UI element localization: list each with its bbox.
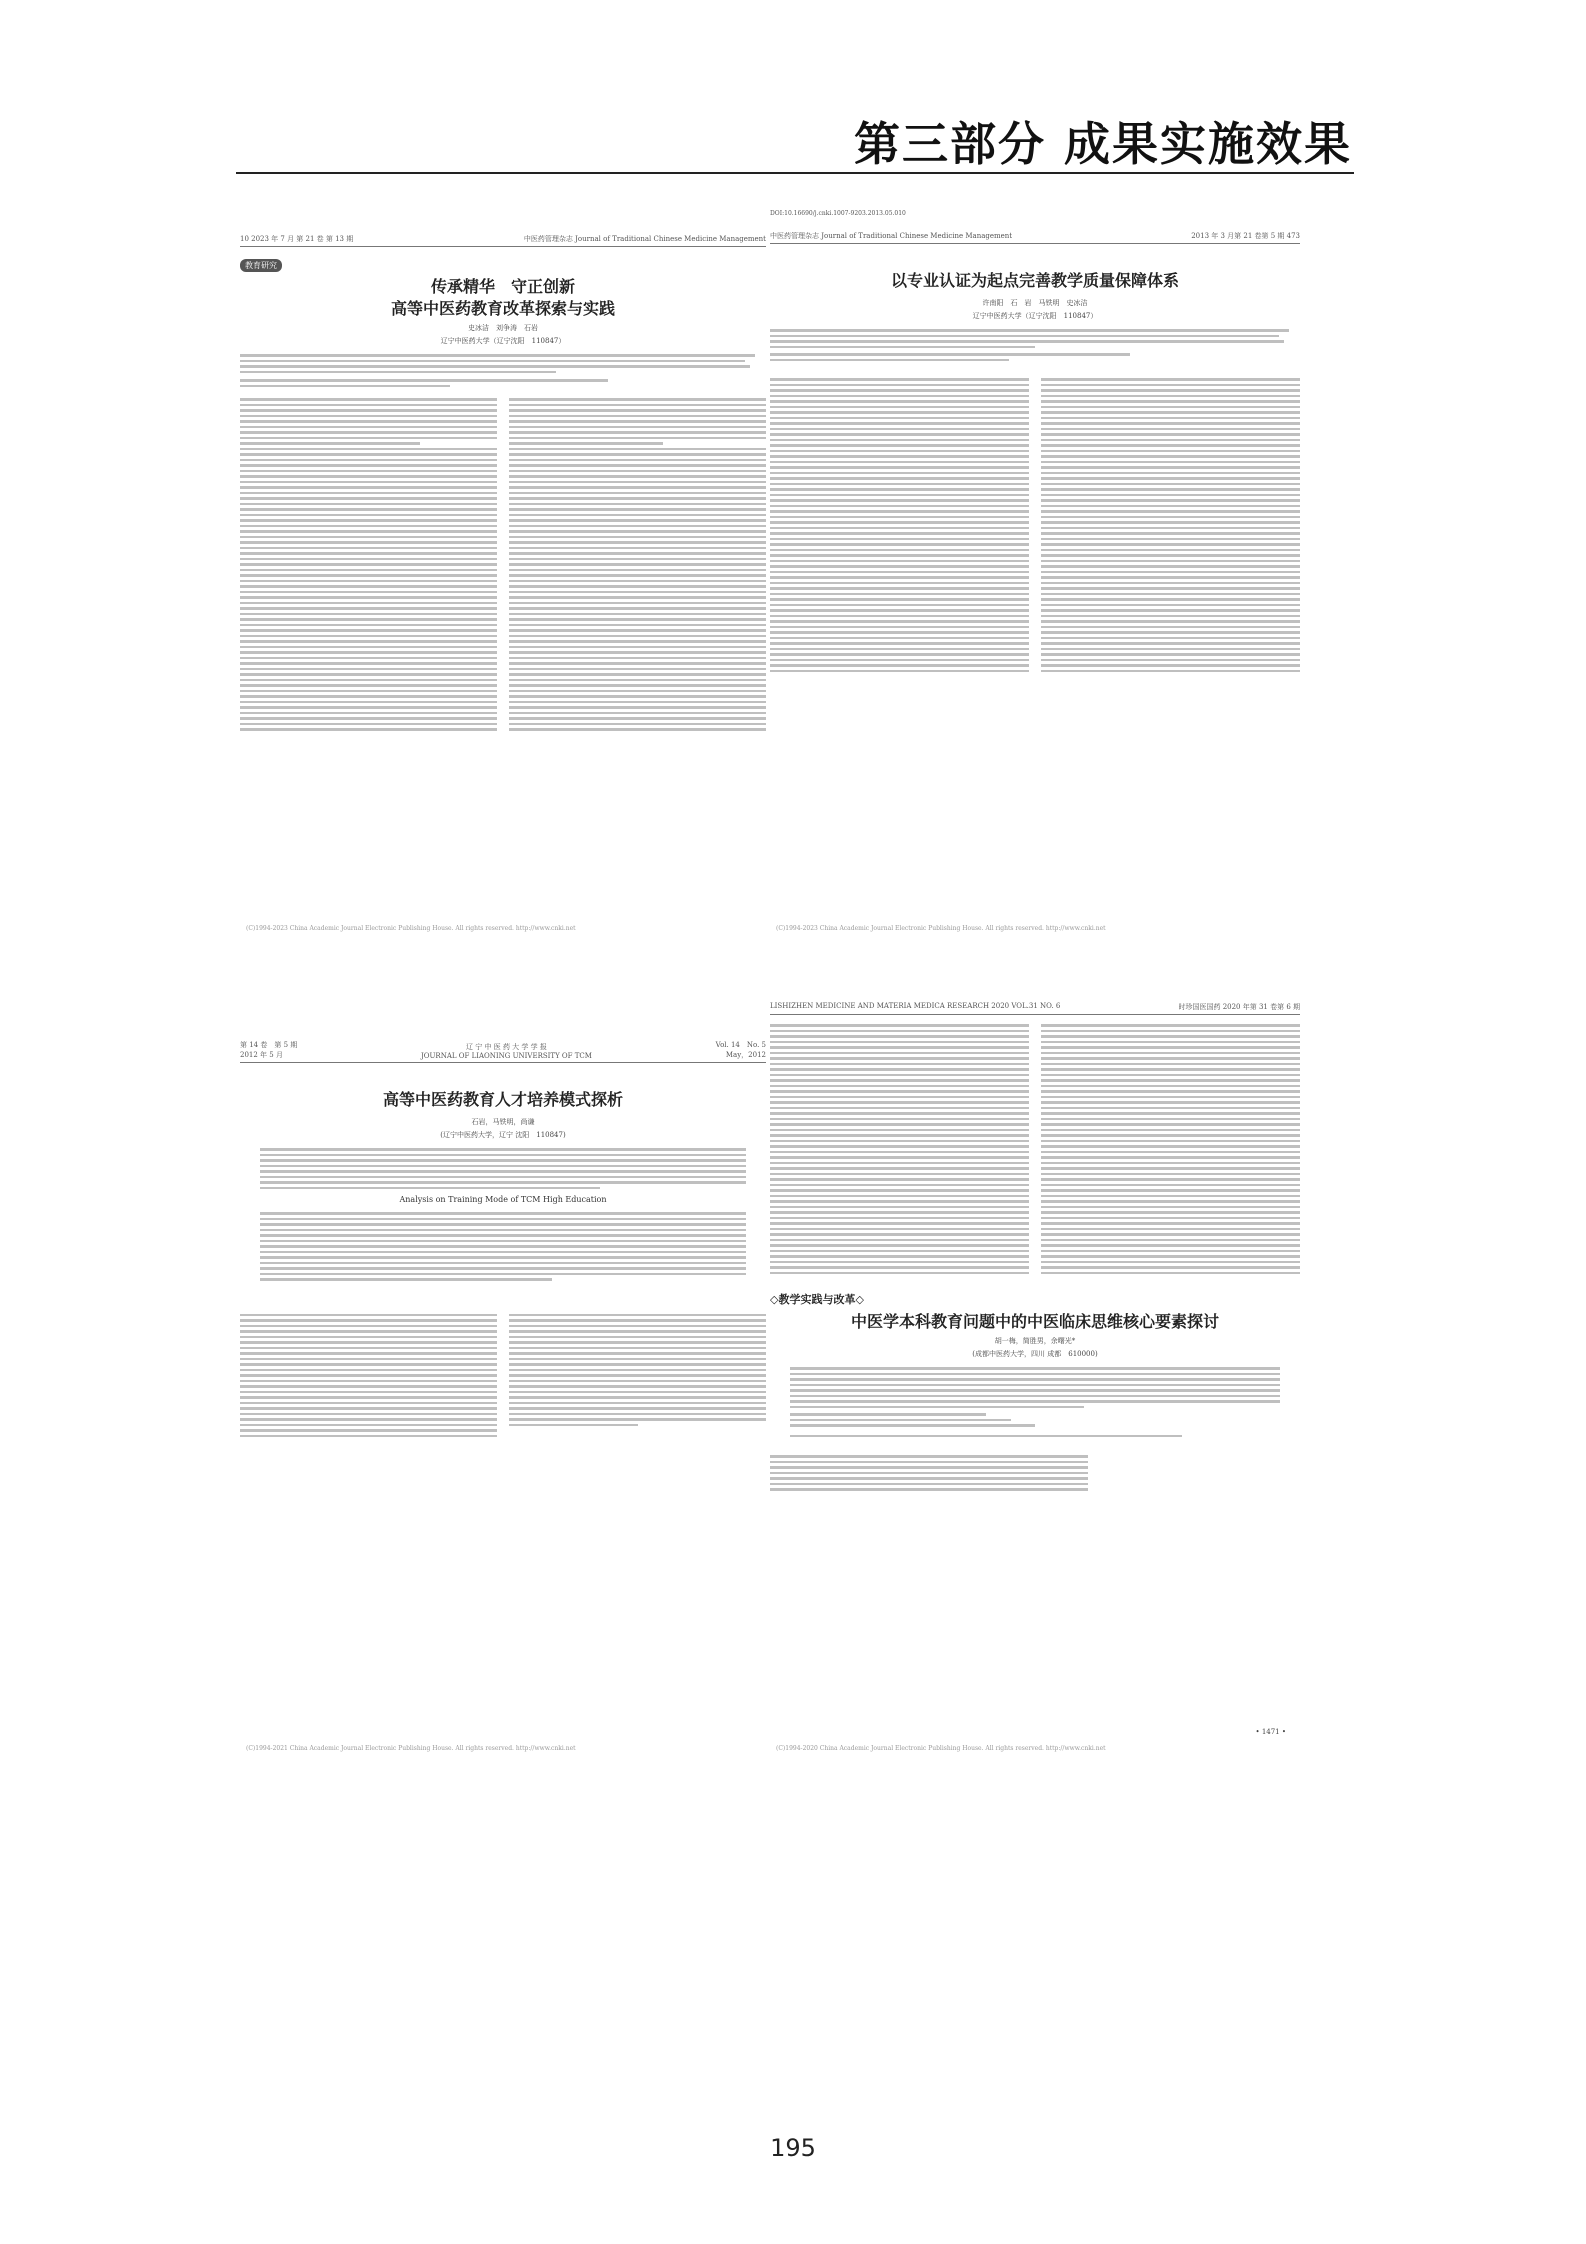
running-header-center: 辽 宁 中 医 药 大 学 学 报 JOURNAL OF LIAONING UNIVERSITY OF TCM (420, 1043, 592, 1060)
paper-abstract-block (770, 1367, 1300, 1427)
running-header (240, 234, 766, 247)
paper-authors: 胡一梅，简胜男，余曙光* (994, 1337, 1076, 1345)
paper-title-line1: 传承精华 守正创新 (430, 277, 575, 296)
journal-page-mark: • 1471 • (1255, 1728, 1286, 1736)
column-tag: 教育研究 (240, 259, 282, 272)
copyright-footer: (C)1994-2023 China Academic Journal Electronic Publishing House. All rights reserved. http://www.cnki.net (776, 925, 1106, 932)
running-header-left: 中医药管理杂志 Journal of Traditional Chinese Medicine Management (770, 232, 1013, 240)
column-tag: ◇教学实践与改革◇ (770, 1293, 864, 1306)
paper-thumbnail-1 (240, 230, 766, 940)
paper-authors: 石岩，马铁明，尚谦 (471, 1118, 535, 1126)
page-number: 195 (770, 2134, 816, 2162)
running-header-left: LISHIZHEN MEDICINE AND MATERIA MEDICA RESEARCH 2020 VOL.31 NO. 6 (770, 1002, 1061, 1010)
paper-footnotes (770, 1455, 1088, 1491)
paper-body-text (770, 375, 1300, 675)
copyright-footer: (C)1994-2020 China Academic Journal Electronic Publishing House. All rights reserved. http://www.cnki.net (776, 1745, 1106, 1752)
running-header-right: 时珍国医国药 2020 年第 31 卷第 6 期 (1178, 1003, 1300, 1011)
running-header (770, 231, 1300, 244)
reference-list (770, 1021, 1300, 1277)
paper-title: 中医学本科教育问题中的中医临床思维核心要素探讨 (850, 1312, 1219, 1331)
running-header-right: Vol. 14 No. 5 May，2012 (715, 1041, 766, 1059)
running-header-left: 10 2023 年 7 月 第 21 卷 第 13 期 (240, 235, 354, 243)
paper-body-text (240, 395, 766, 734)
paper-abstract-block (770, 329, 1300, 361)
paper-authors: 史冰洁 刘争涛 石岩 (468, 324, 538, 332)
paper-doi: DOI:10.16690/j.cnki.1007-9203.2013.05.010 (770, 210, 906, 217)
paper-body-text (240, 1311, 766, 1441)
section-title: 第三部分 成果实施效果 (853, 117, 1352, 171)
paper-english-abstract (240, 1212, 766, 1281)
paper-affiliation: (成都中医药大学，四川 成都 610000) (972, 1350, 1098, 1358)
paper-authors: 许南阳 石 岩 马铁明 史冰洁 (982, 299, 1088, 307)
paper-title: 以专业认证为起点完善教学质量保障体系 (890, 271, 1179, 290)
copyright-footer: (C)1994-2021 China Academic Journal Electronic Publishing House. All rights reserved. http://www.cnki.net (246, 1745, 576, 1752)
copyright-footer: (C)1994-2023 China Academic Journal Electronic Publishing House. All rights reserved. http://www.cnki.net (246, 925, 576, 932)
paper-abstract-block (240, 1148, 766, 1189)
running-header-right: 2013 年 3 月第 21 卷第 5 期 473 (1191, 232, 1300, 240)
paper-thumbnail-3 (240, 1030, 766, 1760)
paper-english-title: Analysis on Training Mode of TCM High Education (399, 1195, 607, 1204)
header-rule (236, 172, 1354, 174)
paper-title: 高等中医药教育人才培养模式探析 (382, 1090, 623, 1109)
running-header (240, 1040, 766, 1063)
paper-affiliation: (辽宁中医药大学，辽宁 沈阳 110847) (440, 1131, 566, 1139)
paper-intro-line (770, 1435, 1300, 1438)
paper-affiliation: 辽宁中医药大学（辽宁沈阳 110847） (972, 312, 1098, 320)
running-header-right: 中医药管理杂志 Journal of Traditional Chinese Medicine Management (523, 235, 766, 243)
paper-affiliation: 辽宁中医药大学（辽宁沈阳 110847） (440, 337, 566, 345)
running-header-left: 第 14 卷 第 5 期 2012 年 5 月 (240, 1041, 298, 1059)
running-header (770, 1002, 1300, 1015)
paper-thumbnail-2 (770, 210, 1300, 940)
paper-abstract-block (240, 354, 766, 387)
paper-title-line2: 高等中医药教育改革探索与实践 (390, 299, 615, 318)
paper-thumbnail-4 (770, 1000, 1300, 1760)
